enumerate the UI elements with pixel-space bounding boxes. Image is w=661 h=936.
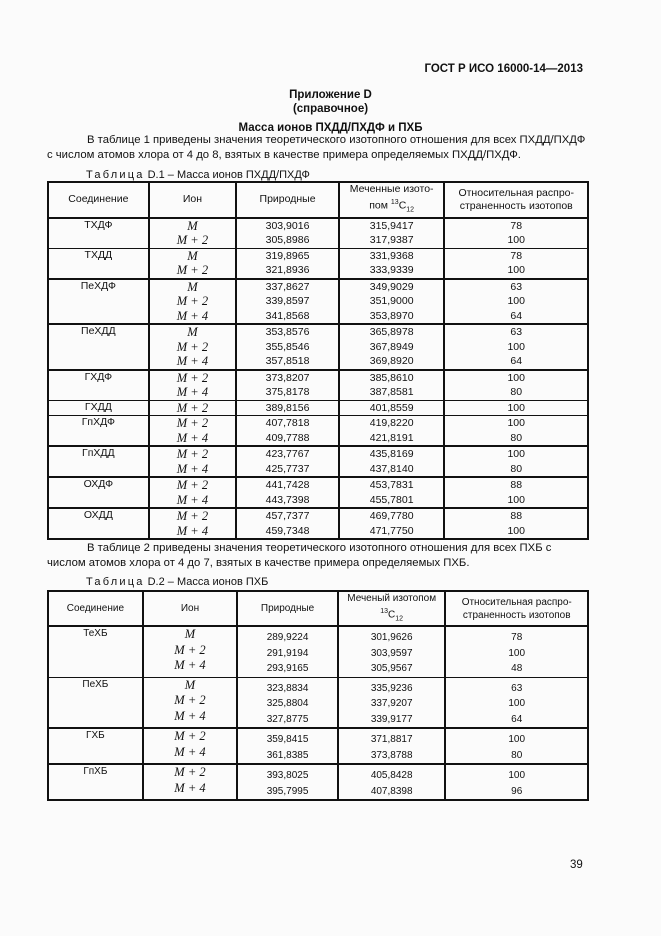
- labeled-mass-value: 337,9207: [370, 698, 413, 710]
- labeled-mass-value: 471,7750: [369, 524, 414, 537]
- labeled-mass-value: 421,8191: [369, 431, 414, 444]
- abundance-value: 100: [507, 417, 525, 430]
- natural-mass-cell: [236, 370, 339, 401]
- ion-value: M + 4: [176, 308, 209, 323]
- caption-word: Таблица: [86, 576, 145, 588]
- labeled-mass-cell: [338, 626, 446, 677]
- ion-cell: [143, 764, 237, 800]
- ion-value: M: [184, 677, 196, 692]
- ion-value: M + 2: [176, 447, 209, 462]
- ion-cell: [149, 400, 237, 416]
- natural-mass-value: 293,9165: [266, 663, 309, 675]
- abundance-value: 63: [510, 326, 523, 339]
- compound-name: ГпХБ: [83, 766, 108, 778]
- natural-mass-cell: [236, 279, 339, 325]
- table-pcb-ion-masses: [47, 590, 589, 801]
- natural-mass-value: 325,8804: [266, 698, 309, 710]
- table-pcdd-pcdf-ion-masses: [47, 181, 589, 540]
- ion-value: M + 2: [176, 339, 209, 354]
- caption-text: D.1 – Масса ионов ПХДД/ПХДФ: [147, 169, 310, 181]
- table-row: [48, 218, 588, 249]
- header-natural: Природные: [237, 591, 338, 626]
- ion-value: M + 4: [174, 708, 206, 723]
- labeled-mass-value: 437,8140: [369, 462, 414, 475]
- ion-cell: [149, 416, 237, 447]
- abundance-value: 100: [507, 295, 525, 308]
- appendix-subtitle: (справочное): [292, 103, 369, 115]
- compound-cell: [48, 764, 143, 800]
- labeled-mass-value: 367,8949: [369, 340, 414, 353]
- paragraph-table1-intro: [47, 133, 592, 163]
- labeled-mass-value: 373,8788: [370, 749, 413, 761]
- natural-mass-value: 373,8207: [265, 371, 310, 384]
- natural-mass-value: 291,9194: [266, 647, 309, 659]
- header-ion: Ион: [149, 182, 237, 218]
- abundance-cell: [444, 508, 588, 539]
- abundance-value: 64: [510, 309, 523, 322]
- natural-mass-value: 441,7428: [265, 479, 310, 492]
- natural-mass-value: 337,8627: [265, 280, 310, 293]
- ion-cell: [149, 477, 237, 508]
- labeled-mass-value: 455,7801: [369, 493, 414, 506]
- abundance-value: 63: [511, 682, 523, 694]
- natural-mass-value: 393,8025: [266, 770, 309, 782]
- compound-name: ПеХДФ: [80, 279, 116, 292]
- compound-name: ТХДФ: [84, 218, 113, 231]
- abundance-cell: [445, 677, 588, 728]
- abundance-value: 100: [507, 340, 525, 353]
- abundance-value: 78: [510, 249, 523, 262]
- ion-cell: [143, 728, 237, 764]
- abundance-cell: [444, 477, 588, 508]
- compound-cell: [48, 416, 149, 447]
- header-natural: Природные: [236, 182, 339, 218]
- paragraph-table2-intro: [47, 541, 592, 571]
- natural-mass-value: 319,8965: [265, 249, 310, 262]
- compound-name: ГХДД: [84, 400, 112, 413]
- table2-caption: [86, 576, 268, 588]
- labeled-mass-value: 335,9236: [370, 682, 413, 694]
- abundance-value: 100: [508, 647, 526, 659]
- natural-mass-value: 355,8546: [265, 340, 310, 353]
- ion-value: M + 2: [176, 233, 209, 248]
- labeled-mass-cell: [339, 400, 445, 416]
- labeled-mass-cell: [339, 324, 445, 370]
- compound-name: ТХДД: [84, 248, 113, 261]
- labeled-mass-value: 301,9626: [370, 632, 413, 644]
- labeled-mass-value: 419,8220: [369, 417, 414, 430]
- natural-mass-value: 395,7995: [266, 785, 309, 797]
- natural-mass-value: 443,7398: [265, 493, 310, 506]
- ion-cell: [149, 508, 237, 539]
- ion-value: M + 4: [176, 523, 209, 538]
- compound-cell: [48, 370, 149, 401]
- labeled-mass-value: 333,9339: [369, 264, 414, 277]
- natural-mass-cell: [236, 324, 339, 370]
- natural-mass-cell: [236, 248, 339, 279]
- compound-name: ГпХДФ: [81, 416, 115, 429]
- labeled-mass-value: 371,8817: [370, 734, 413, 746]
- header-abundance-line1: Относительная распро-: [458, 186, 574, 199]
- natural-mass-value: 323,8834: [266, 682, 309, 694]
- abundance-cell: [444, 400, 588, 416]
- ion-value: M: [187, 218, 198, 233]
- labeled-mass-value: 317,9387: [369, 234, 414, 247]
- labeled-mass-cell: [338, 764, 446, 800]
- abundance-value: 100: [507, 524, 525, 537]
- ion-cell: [149, 370, 237, 401]
- table-row: [48, 477, 588, 508]
- header-labeled-line1: Меченные изото-: [349, 183, 434, 195]
- labeled-mass-cell: [339, 370, 445, 401]
- header-abundance: [444, 182, 588, 218]
- natural-mass-value: 361,8385: [266, 749, 309, 761]
- natural-mass-value: 359,8415: [266, 734, 309, 746]
- ion-value: M + 2: [176, 370, 209, 385]
- abundance-value: 88: [510, 510, 523, 523]
- compound-cell: [48, 279, 149, 325]
- header-labeled-line2: пом $^{13}C_{12}$: [369, 199, 415, 214]
- labeled-mass-value: 385,8610: [369, 371, 414, 384]
- labeled-mass-cell: [339, 248, 445, 279]
- header-ion: Ион: [143, 591, 237, 626]
- ion-value: M + 4: [176, 492, 209, 507]
- table-row: [48, 508, 588, 539]
- natural-mass-value: 425,7737: [265, 462, 310, 475]
- labeled-mass-value: 349,9029: [369, 280, 414, 293]
- ion-value: M + 2: [176, 400, 209, 415]
- ion-value: M + 2: [176, 416, 209, 431]
- table-row: [48, 400, 588, 416]
- compound-cell: [48, 446, 149, 477]
- section-title: Масса ионов ПХДД/ПХДФ и ПХБ: [238, 122, 423, 134]
- ion-cell: [143, 626, 237, 677]
- labeled-mass-value: 469,7780: [369, 510, 414, 523]
- compound-name: ОХДФ: [83, 478, 114, 491]
- table-row: [48, 324, 588, 370]
- abundance-value: 100: [508, 698, 526, 710]
- abundance-cell: [445, 728, 588, 764]
- table-row: [48, 728, 588, 764]
- compound-cell: [48, 677, 143, 728]
- abundance-value: 64: [510, 355, 523, 368]
- paragraph-text: В таблице 2 приведены значения теоретического изотопного отношения для всех ПХБ с числом атомов хлора от 4 до 7, взятых в качестве примера определяемых ПХБ.: [47, 542, 552, 569]
- header-labeled-line2: $^{13}C_{12}$: [380, 608, 404, 623]
- natural-mass-value: 407,7818: [265, 417, 310, 430]
- table-row: [48, 248, 588, 279]
- ion-cell: [149, 218, 237, 249]
- labeled-mass-value: 315,9417: [369, 219, 414, 232]
- header-abundance-line1: Относительная распро-: [461, 596, 572, 608]
- labeled-mass-value: 387,8581: [369, 386, 414, 399]
- abundance-value: 78: [511, 632, 523, 644]
- natural-mass-value: 341,8568: [265, 309, 310, 322]
- abundance-value: 63: [510, 280, 523, 293]
- labeled-mass-value: 339,9177: [370, 713, 413, 725]
- abundance-value: 80: [510, 431, 523, 444]
- abundance-value: 64: [511, 713, 523, 725]
- natural-mass-cell: [236, 508, 339, 539]
- ion-value: M: [187, 325, 198, 340]
- natural-mass-cell: [236, 416, 339, 447]
- labeled-mass-value: 401,8559: [369, 401, 414, 414]
- abundance-value: 100: [507, 448, 525, 461]
- natural-mass-cell: [236, 218, 339, 249]
- table-row: [48, 764, 588, 800]
- abundance-cell: [444, 218, 588, 249]
- abundance-value: 100: [507, 401, 525, 414]
- abundance-value: 100: [507, 493, 525, 506]
- natural-mass-value: 353,8576: [265, 326, 310, 339]
- labeled-mass-value: 435,8169: [369, 448, 414, 461]
- compound-cell: [48, 324, 149, 370]
- labeled-mass-value: 351,9000: [369, 295, 414, 308]
- compound-cell: [48, 400, 149, 416]
- appendix-title: Приложение D: [289, 89, 372, 101]
- labeled-mass-value: 303,9597: [370, 647, 413, 659]
- natural-mass-cell: [237, 728, 338, 764]
- table-row: [48, 370, 588, 401]
- compound-cell: [48, 477, 149, 508]
- abundance-value: 78: [510, 219, 523, 232]
- ion-value: M + 4: [176, 385, 209, 400]
- table-header-row: [48, 591, 588, 626]
- table-row: [48, 279, 588, 325]
- appendix-heading: [0, 88, 661, 116]
- compound-cell: [48, 218, 149, 249]
- page-number: 39: [570, 859, 583, 871]
- labeled-mass-value: 453,7831: [369, 479, 414, 492]
- natural-mass-value: 457,7377: [265, 510, 310, 523]
- header-compound: Соединение: [48, 591, 143, 626]
- ion-value: M + 4: [176, 354, 209, 369]
- ion-value: M: [187, 248, 198, 263]
- abundance-cell: [444, 446, 588, 477]
- ion-value: M + 2: [176, 478, 209, 493]
- natural-mass-value: 339,8597: [265, 295, 310, 308]
- table-row: [48, 416, 588, 447]
- ion-value: M + 4: [174, 744, 206, 759]
- table1-caption: [86, 169, 310, 181]
- compound-cell: [48, 508, 149, 539]
- compound-name: ГпХДД: [82, 447, 115, 460]
- abundance-value: 100: [507, 234, 525, 247]
- ion-cell: [149, 324, 237, 370]
- abundance-cell: [444, 370, 588, 401]
- natural-mass-cell: [237, 626, 338, 677]
- labeled-mass-cell: [338, 677, 446, 728]
- ion-cell: [149, 248, 237, 279]
- abundance-cell: [444, 279, 588, 325]
- natural-mass-value: 409,7788: [265, 431, 310, 444]
- ion-value: M + 4: [176, 461, 209, 476]
- labeled-mass-value: 305,9567: [370, 663, 413, 675]
- natural-mass-value: 459,7348: [265, 524, 310, 537]
- ion-value: M + 2: [174, 693, 206, 708]
- abundance-cell: [444, 248, 588, 279]
- table-row: [48, 626, 588, 677]
- natural-mass-cell: [237, 677, 338, 728]
- caption-text: D.2 – Масса ионов ПХБ: [147, 576, 269, 588]
- labeled-mass-cell: [339, 446, 445, 477]
- natural-mass-value: 303,9016: [265, 219, 310, 232]
- compound-name: ПеХБ: [82, 678, 109, 690]
- natural-mass-value: 375,8178: [265, 386, 310, 399]
- ion-value: M + 2: [176, 509, 209, 524]
- labeled-mass-value: 407,8398: [370, 785, 413, 797]
- ion-cell: [149, 279, 237, 325]
- ion-cell: [149, 446, 237, 477]
- ion-value: M + 2: [176, 263, 209, 278]
- natural-mass-cell: [236, 446, 339, 477]
- ion-value: M + 2: [174, 642, 206, 657]
- abundance-value: 100: [508, 734, 526, 746]
- compound-name: ПеХДД: [81, 325, 116, 338]
- natural-mass-value: 305,8986: [265, 234, 310, 247]
- abundance-cell: [444, 324, 588, 370]
- labeled-mass-value: 369,8920: [369, 355, 414, 368]
- compound-name: ГХДФ: [84, 370, 113, 383]
- labeled-mass-value: 365,8978: [369, 326, 414, 339]
- abundance-value: 88: [510, 479, 523, 492]
- abundance-value: 80: [511, 749, 523, 761]
- compound-name: ГХБ: [86, 730, 105, 742]
- labeled-mass-cell: [339, 279, 445, 325]
- labeled-mass-cell: [339, 477, 445, 508]
- abundance-cell: [444, 416, 588, 447]
- abundance-value: 48: [511, 663, 523, 675]
- ion-value: M + 4: [174, 658, 206, 673]
- labeled-mass-value: 331,9368: [369, 249, 414, 262]
- natural-mass-value: 289,9224: [266, 632, 309, 644]
- natural-mass-cell: [236, 400, 339, 416]
- abundance-value: 80: [510, 386, 523, 399]
- natural-mass-cell: [236, 477, 339, 508]
- abundance-value: 100: [508, 770, 526, 782]
- header-abundance: [445, 591, 588, 626]
- natural-mass-cell: [237, 764, 338, 800]
- abundance-value: 100: [507, 371, 525, 384]
- table-row: [48, 446, 588, 477]
- labeled-mass-cell: [338, 728, 446, 764]
- compound-cell: [48, 248, 149, 279]
- ion-value: M: [184, 627, 196, 642]
- table-row: [48, 677, 588, 728]
- labeled-mass-cell: [339, 508, 445, 539]
- labeled-mass-value: 353,8970: [369, 309, 414, 322]
- ion-value: M: [187, 279, 198, 294]
- ion-cell: [143, 677, 237, 728]
- header-abundance-line2: страненность изотопов: [462, 609, 571, 621]
- labeled-mass-value: 405,8428: [370, 770, 413, 782]
- header-abundance-line2: страненность изотопов: [459, 199, 573, 212]
- ion-value: M + 4: [174, 780, 206, 795]
- compound-name: ОХДД: [83, 509, 113, 522]
- abundance-cell: [445, 764, 588, 800]
- header-compound: Соединение: [48, 182, 149, 218]
- natural-mass-value: 327,8775: [266, 713, 309, 725]
- ion-value: M + 2: [174, 765, 206, 780]
- abundance-value: 100: [507, 264, 525, 277]
- natural-mass-value: 357,8518: [265, 355, 310, 368]
- caption-word: Таблица: [86, 169, 145, 181]
- header-labeled: [338, 591, 446, 626]
- compound-name: ТеХБ: [83, 628, 108, 640]
- header-labeled-line1: Меченый изотопом: [347, 593, 437, 604]
- natural-mass-value: 321,8936: [265, 264, 310, 277]
- document-standard-header: ГОСТ Р ИСО 16000-14—2013: [424, 63, 583, 75]
- abundance-cell: [445, 626, 588, 677]
- compound-cell: [48, 626, 143, 677]
- labeled-mass-cell: [339, 218, 445, 249]
- abundance-value: 80: [510, 462, 523, 475]
- ion-value: M + 2: [176, 294, 209, 309]
- header-labeled: [339, 182, 445, 218]
- table-header-row: [48, 182, 588, 218]
- labeled-mass-cell: [339, 416, 445, 447]
- ion-value: M + 2: [174, 729, 206, 744]
- paragraph-text: В таблице 1 приведены значения теоретического изотопного отношения для всех ПХДД/ПХДФ с числом атомов хлора от 4 до 8, взятых в качестве примера определяемых ПХДД/ПХДФ.: [47, 134, 586, 161]
- ion-value: M + 4: [176, 430, 209, 445]
- abundance-value: 96: [511, 785, 523, 797]
- natural-mass-value: 423,7767: [265, 448, 310, 461]
- natural-mass-value: 389,8156: [265, 401, 310, 414]
- compound-cell: [48, 728, 143, 764]
